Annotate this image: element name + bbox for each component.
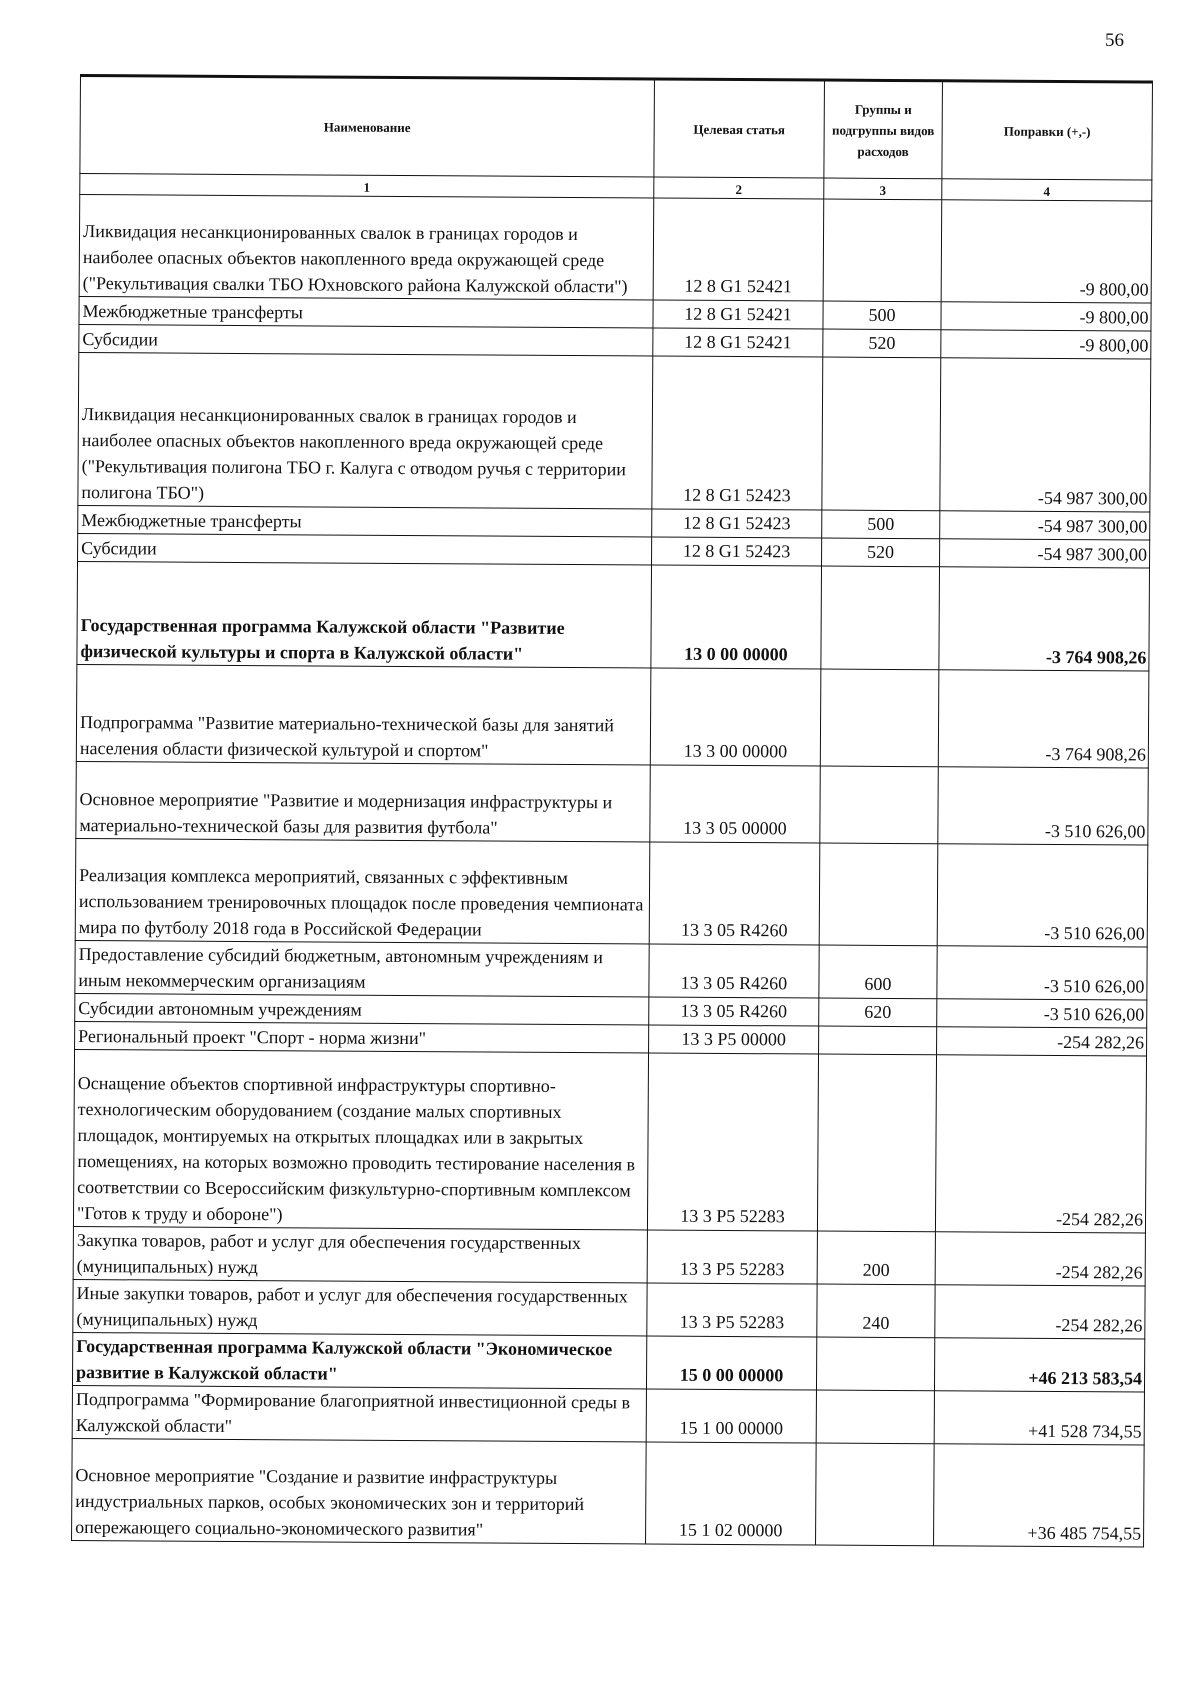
row-amendment-amount: -54 987 300,00 <box>940 511 1150 540</box>
table-row <box>78 352 1151 512</box>
row-amendment-amount: +41 528 734,55 <box>934 1391 1144 1445</box>
table-row <box>72 1332 1144 1392</box>
row-name: Региональный проект "Спорт - норма жизни" <box>75 1021 649 1053</box>
row-expense-group: 520 <box>823 329 941 358</box>
row-expense-group: 500 <box>822 510 940 539</box>
row-amendment-amount: -3 510 626,00 <box>937 844 1148 947</box>
row-target-article: 13 3 P5 52283 <box>647 1283 817 1337</box>
row-expense-group <box>817 1054 936 1232</box>
row-name: Ликвидация несанкционированных свалок в границах городов и наиболее опасных объектов накопленного вреда окружающей среде ("Рекультивация полигона ТБО г. Калуга с отводом ручья с территории полигона ТБО") <box>78 352 653 509</box>
row-amendment-amount: -254 282,26 <box>935 1285 1145 1339</box>
row-name: Ликвидация несанкционированных свалок в границах городов и наиболее опасных объектов накопленного вреда окружающей среде ("Рекультивация свалки ТБО Юхновского района Калужской области") <box>79 195 654 301</box>
table-row <box>73 1226 1145 1286</box>
row-expense-group: 500 <box>823 301 941 330</box>
row-amendment-amount: -54 987 300,00 <box>940 539 1150 568</box>
row-name: Межбюджетные трансферты <box>78 505 652 537</box>
column-number: 3 <box>824 178 942 200</box>
table-row <box>73 1279 1145 1339</box>
table-row <box>76 761 1148 845</box>
row-name: Оснащение объектов спортивной инфраструктуры спортивно-технологическим оборудованием (создание малых спортивных площадок, монтируемых на открытых площадках или в закрытых помещениях, на которых возможно проводить тестирование населения в соответствии со Всероссийским физкультурно-спортивным комплексом "Готов к труду и обороне") <box>73 1049 648 1230</box>
row-name: Реализация комплекса мероприятий, связанных с эффективным использованием тренировочных площадок после проведения чемпионата мира по футболу 2018 года в Российской Федерации <box>75 838 650 944</box>
row-name: Закупка товаров, работ и услуг для обеспечения государственных (муниципальных) нужд <box>73 1226 647 1283</box>
header-amendments: Поправки (+,-) <box>942 81 1153 180</box>
table-row <box>76 664 1149 768</box>
row-target-article: 15 1 00 00000 <box>646 1389 816 1443</box>
row-expense-group <box>820 766 938 844</box>
row-name: Межбюджетные трансферты <box>79 296 653 328</box>
row-target-article: 12 8 G1 52421 <box>653 198 824 301</box>
row-name: Основное мероприятие "Создание и развитие инфраструктуры индустриальных парков, особых экономических зон и территорий опережающего социально-экономического развития" <box>72 1438 647 1544</box>
row-expense-group <box>816 1390 934 1444</box>
table-row <box>72 1438 1145 1547</box>
row-amendment-amount: -3 510 626,00 <box>937 999 1147 1028</box>
row-amendment-amount: -3 510 626,00 <box>937 946 1147 1000</box>
column-number: 4 <box>942 179 1152 201</box>
table-row <box>75 940 1147 1000</box>
row-expense-group <box>823 199 942 302</box>
table-row <box>79 195 1152 304</box>
row-target-article: 12 8 G1 52423 <box>652 356 823 510</box>
row-target-article: 13 3 00 00000 <box>650 668 821 766</box>
column-number: 1 <box>80 174 654 199</box>
row-name: Государственная программа Калужской области "Экономическое развитие в Калужской области" <box>72 1332 646 1389</box>
row-name: Государственная программа Калужской области "Развитие физической культуры и спорта в Калужской области" <box>77 561 652 668</box>
row-target-article: 12 8 G1 52423 <box>652 537 822 566</box>
row-target-article: 13 3 05 00000 <box>650 765 820 843</box>
row-amendment-amount: -254 282,26 <box>937 1027 1147 1056</box>
row-amendment-amount: -9 800,00 <box>941 302 1151 331</box>
row-expense-group: 520 <box>822 538 940 567</box>
row-name: Субсидии автономным учреждениям <box>75 993 649 1025</box>
row-name: Подпрограмма "Развитие материально-технической базы для занятий населения области физической культурой и спортом" <box>76 664 651 765</box>
row-name: Субсидии <box>78 533 652 565</box>
column-number: 2 <box>654 177 824 199</box>
table-row <box>77 561 1150 671</box>
row-amendment-amount: -3 764 908,26 <box>939 567 1150 671</box>
row-target-article: 15 0 00 00000 <box>646 1336 816 1390</box>
table-body <box>72 195 1152 1548</box>
table-row <box>75 838 1148 947</box>
row-name: Основное мероприятие "Развитие и модернизация инфраструктуры и материально-технической базы для развития футбола" <box>76 761 650 842</box>
row-expense-group <box>816 1337 934 1391</box>
row-target-article: 13 0 00 00000 <box>651 565 822 669</box>
row-name: Субсидии <box>79 324 653 356</box>
row-target-article: 15 1 02 00000 <box>646 1442 817 1545</box>
table-row <box>72 1385 1144 1445</box>
row-expense-group: 200 <box>817 1231 935 1285</box>
row-expense-group <box>819 1026 937 1055</box>
row-expense-group: 620 <box>819 998 937 1027</box>
row-amendment-amount: -9 800,00 <box>941 330 1151 359</box>
row-amendment-amount: -254 282,26 <box>935 1232 1145 1286</box>
row-amendment-amount: -9 800,00 <box>941 200 1152 303</box>
row-expense-group: 240 <box>817 1284 935 1338</box>
table-row <box>73 1049 1146 1233</box>
row-amendment-amount: +46 213 583,54 <box>934 1338 1144 1392</box>
row-expense-group <box>816 1443 935 1546</box>
row-amendment-amount: +36 485 754,55 <box>934 1444 1145 1547</box>
row-target-article: 12 8 G1 52421 <box>653 300 823 329</box>
row-target-article: 13 3 05 R4260 <box>649 997 819 1026</box>
budget-amendments-table <box>71 74 1153 1548</box>
row-name: Подпрограмма "Формирование благоприятной инвестиционной среды в Калужской области" <box>72 1385 646 1442</box>
row-target-article: 13 3 05 R4260 <box>649 842 820 945</box>
header-target-article: Целевая статья <box>654 79 825 178</box>
row-expense-group <box>819 843 938 946</box>
header-expense-groups: Группы и подгруппы видов расходов <box>824 80 943 179</box>
row-amendment-amount: -3 764 908,26 <box>938 670 1149 768</box>
row-name: Иные закупки товаров, работ и услуг для обеспечения государственных (муниципальных) нужд <box>73 1279 647 1336</box>
row-expense-group <box>821 566 940 670</box>
header-name: Наименование <box>80 76 655 178</box>
row-target-article: 13 3 P5 00000 <box>649 1025 819 1054</box>
row-expense-group <box>820 669 939 767</box>
row-target-article: 12 8 G1 52423 <box>652 509 822 538</box>
page-number: 56 <box>1105 30 1124 51</box>
row-amendment-amount: -254 282,26 <box>935 1055 1146 1233</box>
row-amendment-amount: -54 987 300,00 <box>940 358 1151 512</box>
row-target-article: 13 3 P5 52283 <box>647 1230 817 1284</box>
row-target-article: 12 8 G1 52421 <box>653 328 823 357</box>
row-amendment-amount: -3 510 626,00 <box>938 767 1148 845</box>
row-target-article: 13 3 P5 52283 <box>647 1053 818 1231</box>
row-target-article: 13 3 05 R4260 <box>649 944 819 998</box>
row-expense-group: 600 <box>819 945 937 999</box>
row-expense-group <box>822 357 941 511</box>
header-row <box>80 76 1153 181</box>
row-name: Предоставление субсидий бюджетным, автономным учреждениям и иным некоммерческим организациям <box>75 940 649 997</box>
